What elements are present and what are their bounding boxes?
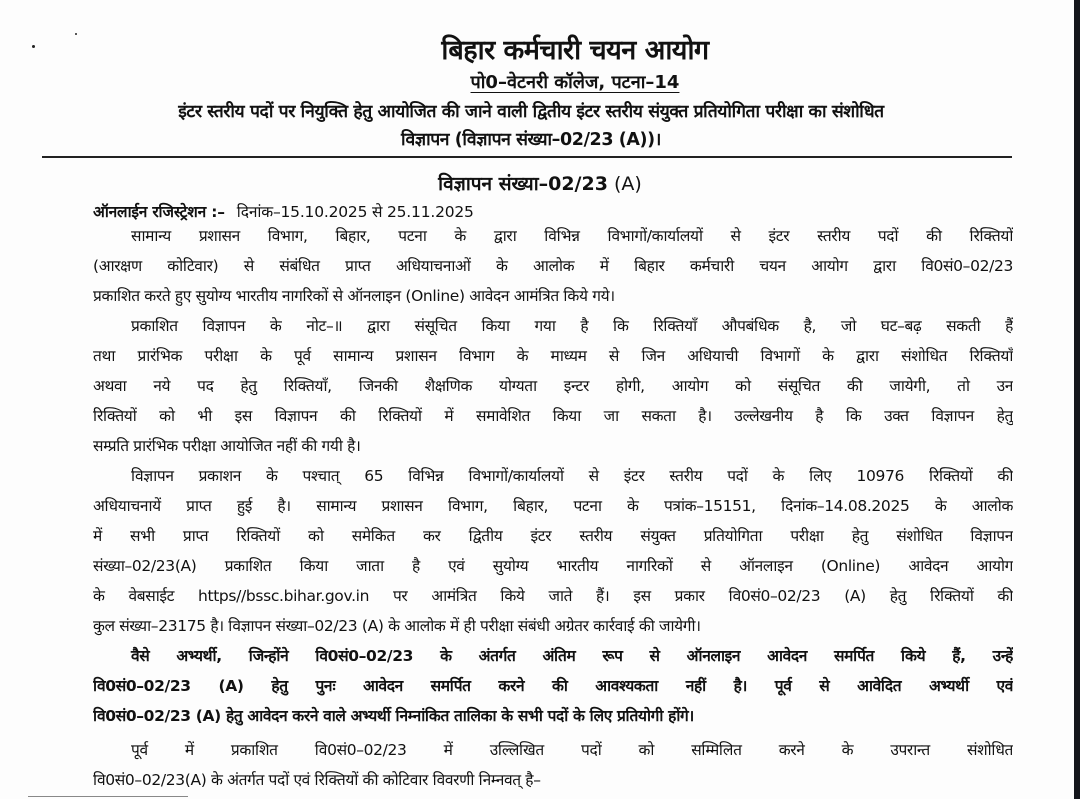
paragraph-line: अधियाचनायें प्राप्त हुई है। सामान्य प्रशासन विभाग, बिहार, पटना के पत्रांक–15151, दिनांक–14.08.2025 के आलोक — [93, 497, 1013, 515]
paragraph-line: वि0सं0–02/23 (A) हेतु आवेदन करने वाले अभ्यर्थी निम्नांकित तालिका के सभी पदों के लिए प्रतियोगी होंगे। — [93, 707, 694, 725]
paragraph-line: वि0सं0–02/23(A) के अंतर्गत पदों एवं रिक्तियों की कोटिवार विवरणी निम्नवत् है– — [93, 771, 541, 789]
paragraph-line: संख्या–02/23(A) प्रकाशित किया जाता है एवं सुयोग्य भारतीय नागरिकों से ऑनलाइन (Online) आवेदन आयोग — [93, 557, 1013, 575]
paragraph-2 — [93, 311, 1013, 461]
footer-rule — [28, 796, 188, 797]
registration-line — [93, 200, 474, 222]
advertisement-number: विज्ञापन संख्या–02/23 — [438, 173, 608, 195]
paragraph-line: रिक्तियों को भी इस विज्ञापन की रिक्तियों में समावेशित किया जा सकता है। उल्लेखनीय है कि उक्त विज्ञापन हेतु — [93, 407, 1013, 425]
subject-line: विज्ञापन (विज्ञापन संख्या–02/23 (A))। — [401, 130, 661, 150]
paragraph-4-notice — [93, 641, 1013, 731]
subject — [50, 98, 1012, 154]
paragraph-line: वि0सं0–02/23 (A) हेतु पुनः आवेदन समर्पित करने की आवश्यकता नहीं है। पूर्व से आवेदित अभ्यर्थी एवं — [93, 677, 1013, 695]
paragraph-line: के वेबसाईट https//bssc.bihar.gov.in पर आमंत्रित किये जाते हैं। इस प्रकार वि0सं0–02/23 (A) हेतु रिक्तियों की — [93, 587, 1013, 605]
registration-dates: दिनांक–15.10.2025 से 25.11.2025 — [236, 203, 474, 221]
paragraph-line: प्रकाशित विज्ञापन के नोट–॥ द्वारा संसूचित किया गया है कि रिक्तियाँ औपबंधिक है, जो घट–बढ़ सकती हैं — [131, 317, 1013, 335]
paragraph-line: सम्प्रति प्रारंभिक परीक्षा आयोजित नहीं की गयी है। — [93, 437, 361, 455]
paragraph-line: विज्ञापन प्रकाशन के पश्चात् 65 विभिन्न विभागों/कार्यालयों से इंटर स्तरीय पदों के लिए 10976 रिक्तियों की — [131, 467, 1013, 485]
paragraph-1 — [93, 221, 1013, 311]
paragraph-line: प्रकाशित करते हुए सुयोग्य भारतीय नागरिकों से ऑनलाइन (Online) आवेदन आमंत्रित किये गये। — [93, 287, 615, 305]
paragraph-line: वैसे अभ्यर्थी, जिन्होंने वि0सं0–02/23 के अंतर्गत अंतिम रूप से ऑनलाइन आवेदन समर्पित किये हैं, उन्हें — [131, 647, 1013, 665]
paragraph-line: अथवा नये पद हेतु रिक्तियाँ, जिनकी शैक्षणिक योग्यता इन्टर होगी, आयोग को संसूचित की जायेगी, तो उन — [93, 377, 1013, 395]
paragraph-5 — [93, 735, 1013, 795]
org-title: बिहार कर्मचारी चयन आयोग — [441, 35, 709, 66]
registration-label: ऑनलाईन रजिस्ट्रेशन :– — [93, 203, 225, 221]
paragraph-line: में सभी प्राप्त रिक्तियों को समेकित कर द्वितीय इंटर स्तरीय संयुक्त प्रतियोगिता परीक्षा हेतु संशोधित विज्ञापन — [93, 527, 1013, 545]
paragraph-3 — [93, 461, 1013, 641]
paragraph-line: कुल संख्या–23175 है। विज्ञापन संख्या–02/23 (A) के आलोक में ही परीक्षा संबंधी अग्रेतर कार्रवाई की जायेगी। — [93, 617, 701, 635]
advertisement-suffix: (A) — [607, 173, 642, 195]
paragraph-line: (आरक्षण कोटिवार) से संबंधित प्राप्त अधियाचनाओं के आलोक में बिहार कर्मचारी चयन आयोग द्वारा वि0सं0–02/23 — [93, 257, 1013, 275]
paragraph-line: सामान्य प्रशासन विभाग, बिहार, पटना के द्वारा विभिन्न विभागों/कार्यालयों से इंटर स्तरीय पदों की रिक्तियों — [131, 227, 1013, 245]
header-divider — [42, 156, 1012, 158]
paragraph-line: तथा प्रारंभिक परीक्षा के पूर्व सामान्य प्रशासन विभाग के माध्यम से जिन अधियाची विभागों के द्वारा संशोधित रिक्तियाँ — [93, 347, 1013, 365]
subject-line: इंटर स्तरीय पदों पर नियुक्ति हेतु आयोजित की जाने वाली द्वितीय इंटर स्तरीय संयुक्त प्रतियोगिता परीक्षा का संशोधित — [178, 102, 884, 122]
paragraph-line: पूर्व में प्रकाशित वि0सं0–02/23 में उल्लिखित पदों को सम्मिलित करने के उपरान्त संशोधित — [131, 741, 1013, 759]
advertisement-heading — [0, 170, 1080, 196]
org-address: पो0–वेटनरी कॉलेज, पटना–14 — [470, 72, 680, 93]
scan-edge-border — [1074, 0, 1080, 799]
